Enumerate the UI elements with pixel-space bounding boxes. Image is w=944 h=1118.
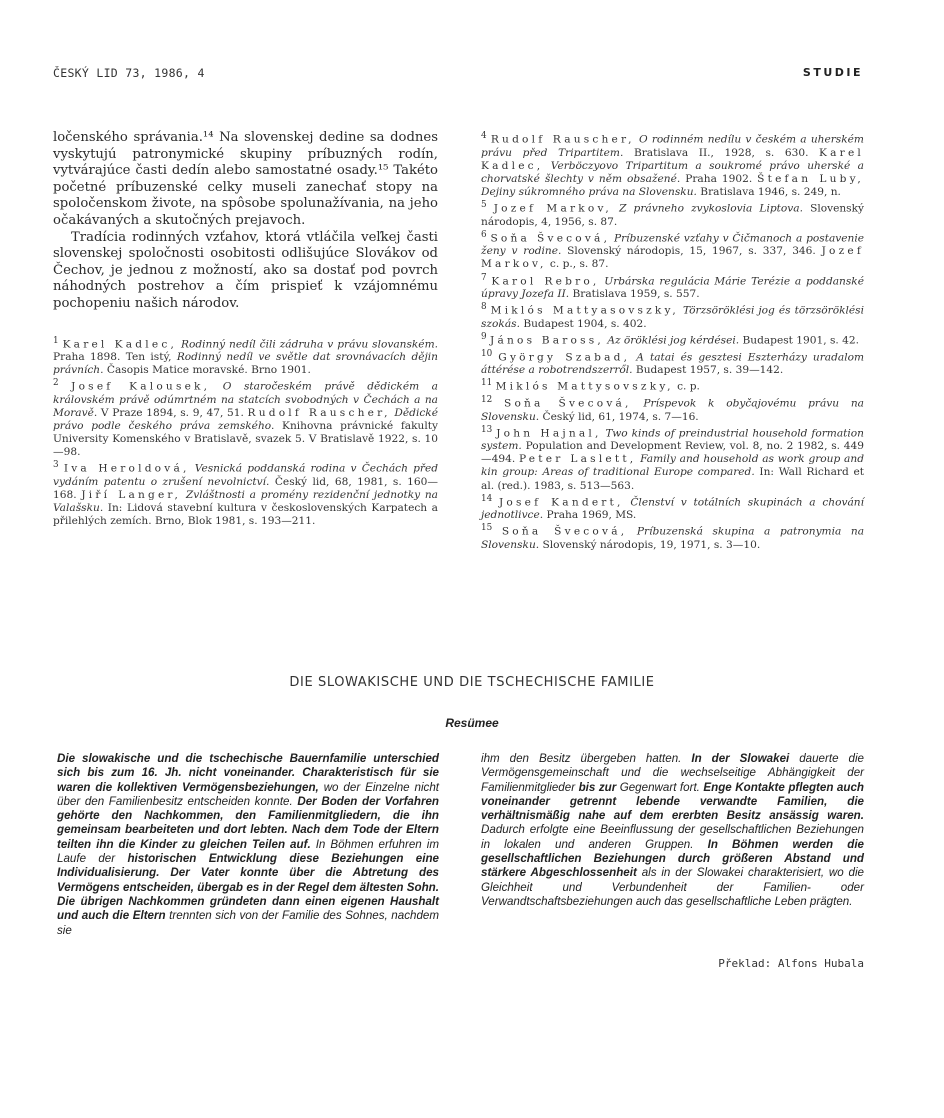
left-column [53, 130, 438, 528]
body-paragraph: ločenského správania.¹⁴ Na slovenskej dedine sa dodnes vyskytujú patronymické skupiny príbuzných rodín, vytvárajúce časti dedín alebo samostatné osady.¹⁵ Takéto početné príbuzenské celky museli zanechať stopy na spoločenskom živote, na spôsobe spolunažívania, na jeho očakávaných a skutočných prejavoch. [53, 130, 438, 228]
footnote: $^5$ Jozef Markov, Z právneho zvykoslovia Liptova. Slovenský národopis, 4, 1956, s. 87. [481, 200, 865, 228]
running-header [53, 66, 863, 86]
footnote: $^9$ János Baross, Az öröklési jog kérdései. Budapest 1901, s. 42. [481, 331, 859, 347]
footnote: $^{12}$ Soňa Švecová, Príspevok k obyčajovému právu na Slovensku. Český lid, 61, 1974, s. 7—16. [481, 394, 865, 423]
footnote: $^{11}$ Miklós Mattysovszky, c. p. [481, 378, 700, 393]
footnote: $^6$ Soňa Švecová, Príbuzenské vzťahy v Čičmanoch a postavenie ženy v rodine. Slovenský národopis, 15, 1967, s. 337, 346. Jozef Markov, c. p., s. 87. [481, 229, 864, 271]
right-column [481, 130, 864, 552]
footnotes-left [53, 335, 438, 529]
footnote: $^2$ Josef Kalousek, O staročeském právě dědickém a královském právě odúmrtném na statcích svobodných v Čechách a na Moravě. V Praze 1894, s. 9, 47, 51. Rudolf Rauscher, Dědické právo podle českého práva zemského. Knihovna právnické fakulty University Komenského v Bratislavě, svazek 5. V Bratislavě 1922, s. 10—98. [53, 378, 438, 459]
footnote: $^1$ Karel Kadlec, Rodinný nedíl čili zádruha v právu slovanském. Praha 1898. Ten istý, Rodinný nedíl ve světle dat srovnávacích dějin právních. Časopis Matice moravské. Brno 1901. [53, 335, 438, 377]
translator-credit: Překlad: Alfons Hubala [718, 957, 864, 970]
section-label: STUDIE [802, 66, 863, 79]
body-paragraph: Tradícia rodinných vzťahov, ktorá vtláčila veľkej časti slovenskej spoločnosti osobitosti odlišujúce Slovákov od Čechov, je jednou z možností, ako sa dostať pod povrch náhodných postrehov a čím prispieť k vzájomnému pochopeniu našich národov. [53, 229, 438, 311]
summary-heading: Resümee [445, 716, 499, 730]
summary-title: DIE SLOWAKISCHE UND DIE TSCHECHISCHE FAMILIE [289, 675, 655, 690]
footnote: $^{14}$ Josef Kandert, Členství v totálních skupinách a chování jednotlivce. Praha 1969, MS. [481, 493, 864, 522]
footnote: $^3$ Iva Heroldová, Vesnická poddanská rodina v Čechách před vydáním patentu o zrušení nevolnictví. Český lid, 68, 1981, s. 160—168. Jiří Langer, Zvláštnosti a promény rezidenční jednotky na Valašsku. In: Lidová stavební kultura v československých Karpatech a přilehlých zemích. Brno, Blok 1981, s. 193—211. [53, 460, 439, 528]
summary-left-column: Die slowakische und die tschechische Bauernfamilie unterschied sich bis zum 16. Jh. nicht voneinander. Charakteristisch für sie waren die kollektiven Vermögensbeziehungen, wo der Einzelne nicht über den Familienbesitz entscheiden konnte. Der Boden der Vorfahren gehörte den Nachkommen, den Familienmitgliedern, die ihn gemeinsam bearbeiteten und dort lebten. Nach dem Tode der Eltern teilten ihn die Kinder zu gleichen Teilen auf. In Böhmen erfuhren im Laufe der historischen Entwicklung diese Beziehungen eine Individualisierung. Der Vater konnte über die Abtretung des Vermögens entscheiden, übergab es in der Regel dem ältesten Sohn. Die übrigen Nachkommen gründeten dann einen eigenen Haushalt und auch die Eltern trennten sich von der Familie des Sohnes, nachdem sie [57, 752, 440, 937]
footnote: $^{15}$ Soňa Švecová, Príbuzenská skupina a patronymia na Slovensku. Slovenský národopis, 19, 1971, s. 3—10. [481, 523, 865, 551]
journal-citation: ČESKÝ LID 73, 1986, 4 [53, 66, 205, 80]
summary-right-column: ihm den Besitz übergeben hatten. In der Slowakei dauerte die Vermögensgemeinschaft und die wechselseitige Abhängigkeit der Familienmitglieder bis zur Gegenwart fort. Enge Kontakte pflegten auch voneinander getrennt lebende verwandte Familien, die verhältnismäßig nahe auf dem ererbten Besitz ansässig waren. Dadurch erfolgte eine Beeinflussung der gesellschaftlichen Beziehungen in lokalen und anderen Gruppen. In Böhmen werden die gesellschaftlichen Beziehungen durch größeren Abstand und stärkere Abgeschlossenheit als in der Slowakei charakterisiert, wo die Gleichheit und Verbundenheit der Familien- oder Verwandtschaftsbeziehungen auch das gesellschaftliche Leben prägten. [481, 752, 865, 908]
footnote: $^7$ Karol Rebro, Urbárska regulácia Márie Terézie a poddanské úpravy Jozefa II. Bratislava 1959, s. 557. [481, 272, 865, 301]
footnote: $^{13}$ John Hajnal, Two kinds of preindustrial household formation system. Population and Development Review, vol. 8, no. 2 1982, s. 449—494. Peter Laslett, Family and household as work group and kin group: Areas of traditional Europe compared. In: Wall Richard et al. (red.). 1983, s. 513—563. [481, 424, 864, 492]
footnote: $^{10}$ György Szabad, A tatai és gesztesi Eszterházy uradalom áttérése a robotrendszerről. Budapest 1957, s. 39—142. [481, 348, 865, 377]
footnote: $^8$ Miklós Mattyasovszky, Törzsöröklési jog és törzsöröklési szokás. Budapest 1904, s. 402. [481, 302, 865, 330]
footnote: $^4$ Rudolf Rauscher, O rodinném nedílu v českém a uherském právu před Tripartitem. Bratislava II., 1928, s. 630. Karel Kadlec, Verböczyovo Tripartitum a soukromé právo uherské a chorvatské šlechty v něm obsažené. Praha 1902. Štefan Luby, Dejiny súkromného práva na Slovensku. Bratislava 1946, s. 249, n. [481, 131, 864, 198]
